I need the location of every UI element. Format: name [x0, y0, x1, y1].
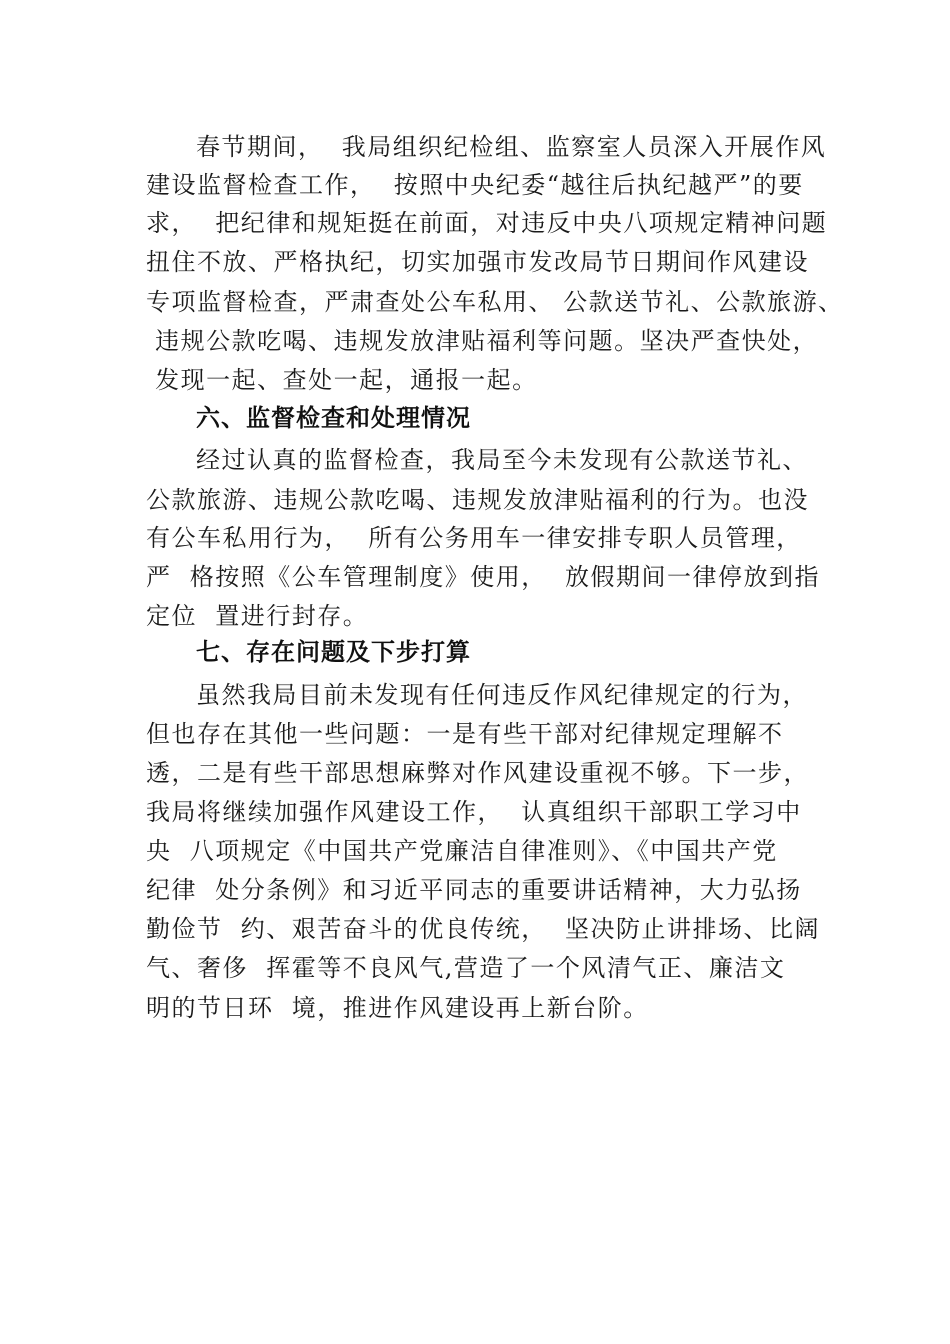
paragraph-1-line-5: 专项监督检查，严肃查处公车私用、 公款送节礼、公款旅游、 [146, 288, 844, 316]
paragraph-3-line-2: 但也存在其他一些问题：一是有些干部对纪律规定理解不 [146, 720, 784, 748]
paragraph-1-line-6: 违规公款吃喝、违规发放津贴福利等问题。坚决严查快处， [146, 327, 819, 355]
paragraph-2-line-5: 定位 置进行封存。 [146, 602, 369, 630]
section-heading-6: 六、监督检查和处理情况 [196, 404, 471, 432]
section-heading-7: 七、存在问题及下步打算 [196, 638, 471, 666]
paragraph-3-line-3: 透，二是有些干部思想麻弊对作风建设重视不够。下一步， [146, 759, 809, 787]
paragraph-1-line-4: 扭住不放、严格执纪，切实加强市发改局节日期间作风建设 [146, 248, 809, 276]
paragraph-1-line-1: 春节期间， 我局组织纪检组、监察室人员深入开展作风 [196, 133, 827, 161]
paragraph-3-line-7: 勤俭节 约、艰苦奋斗的优良传统， 坚决防止讲排场、比阔 [146, 915, 821, 943]
paragraph-2-line-3: 有公车私用行为， 所有公务用车一律安排专职人员管理， [146, 524, 802, 552]
paragraph-1-line-2: 建设监督检查工作， 按照中央纪委“越往后执纪越严”的要 [146, 171, 804, 199]
paragraph-1-line-7: 发现一起、查处一起，通报一起。 [146, 366, 538, 394]
paragraph-2-line-4: 严 格按照《公车管理制度》使用， 放假期间一律停放到指 [146, 563, 821, 591]
paragraph-2-line-2: 公款旅游、违规公款吃喝、违规发放津贴福利的行为。也没 [146, 486, 809, 514]
paragraph-2-line-1: 经过认真的监督检查，我局至今未发现有公款送节礼、 [196, 446, 808, 474]
paragraph-3-line-4: 我局将继续加强作风建设工作， 认真组织干部职工学习中 [146, 798, 802, 826]
paragraph-3-line-8: 气、奢侈 挥霍等不良风气,营造了一个风清气正、廉洁文 [146, 954, 786, 982]
paragraph-1-line-3: 求， 把纪律和规矩挺在前面，对违反中央八项规定精神问题 [146, 209, 828, 237]
paragraph-3-line-6: 纪律 处分条例》和习近平同志的重要讲话精神，大力弘扬 [146, 876, 802, 904]
paragraph-3-line-9: 明的节日环 境，推进作风建设再上新台阶。 [146, 994, 649, 1022]
paragraph-3-line-1: 虽然我局目前未发现有任何违反作风纪律规定的行为， [196, 681, 808, 709]
paragraph-3-line-5: 央 八项规定《中国共产党廉洁自律准则》、《中国共产党 [146, 837, 778, 865]
